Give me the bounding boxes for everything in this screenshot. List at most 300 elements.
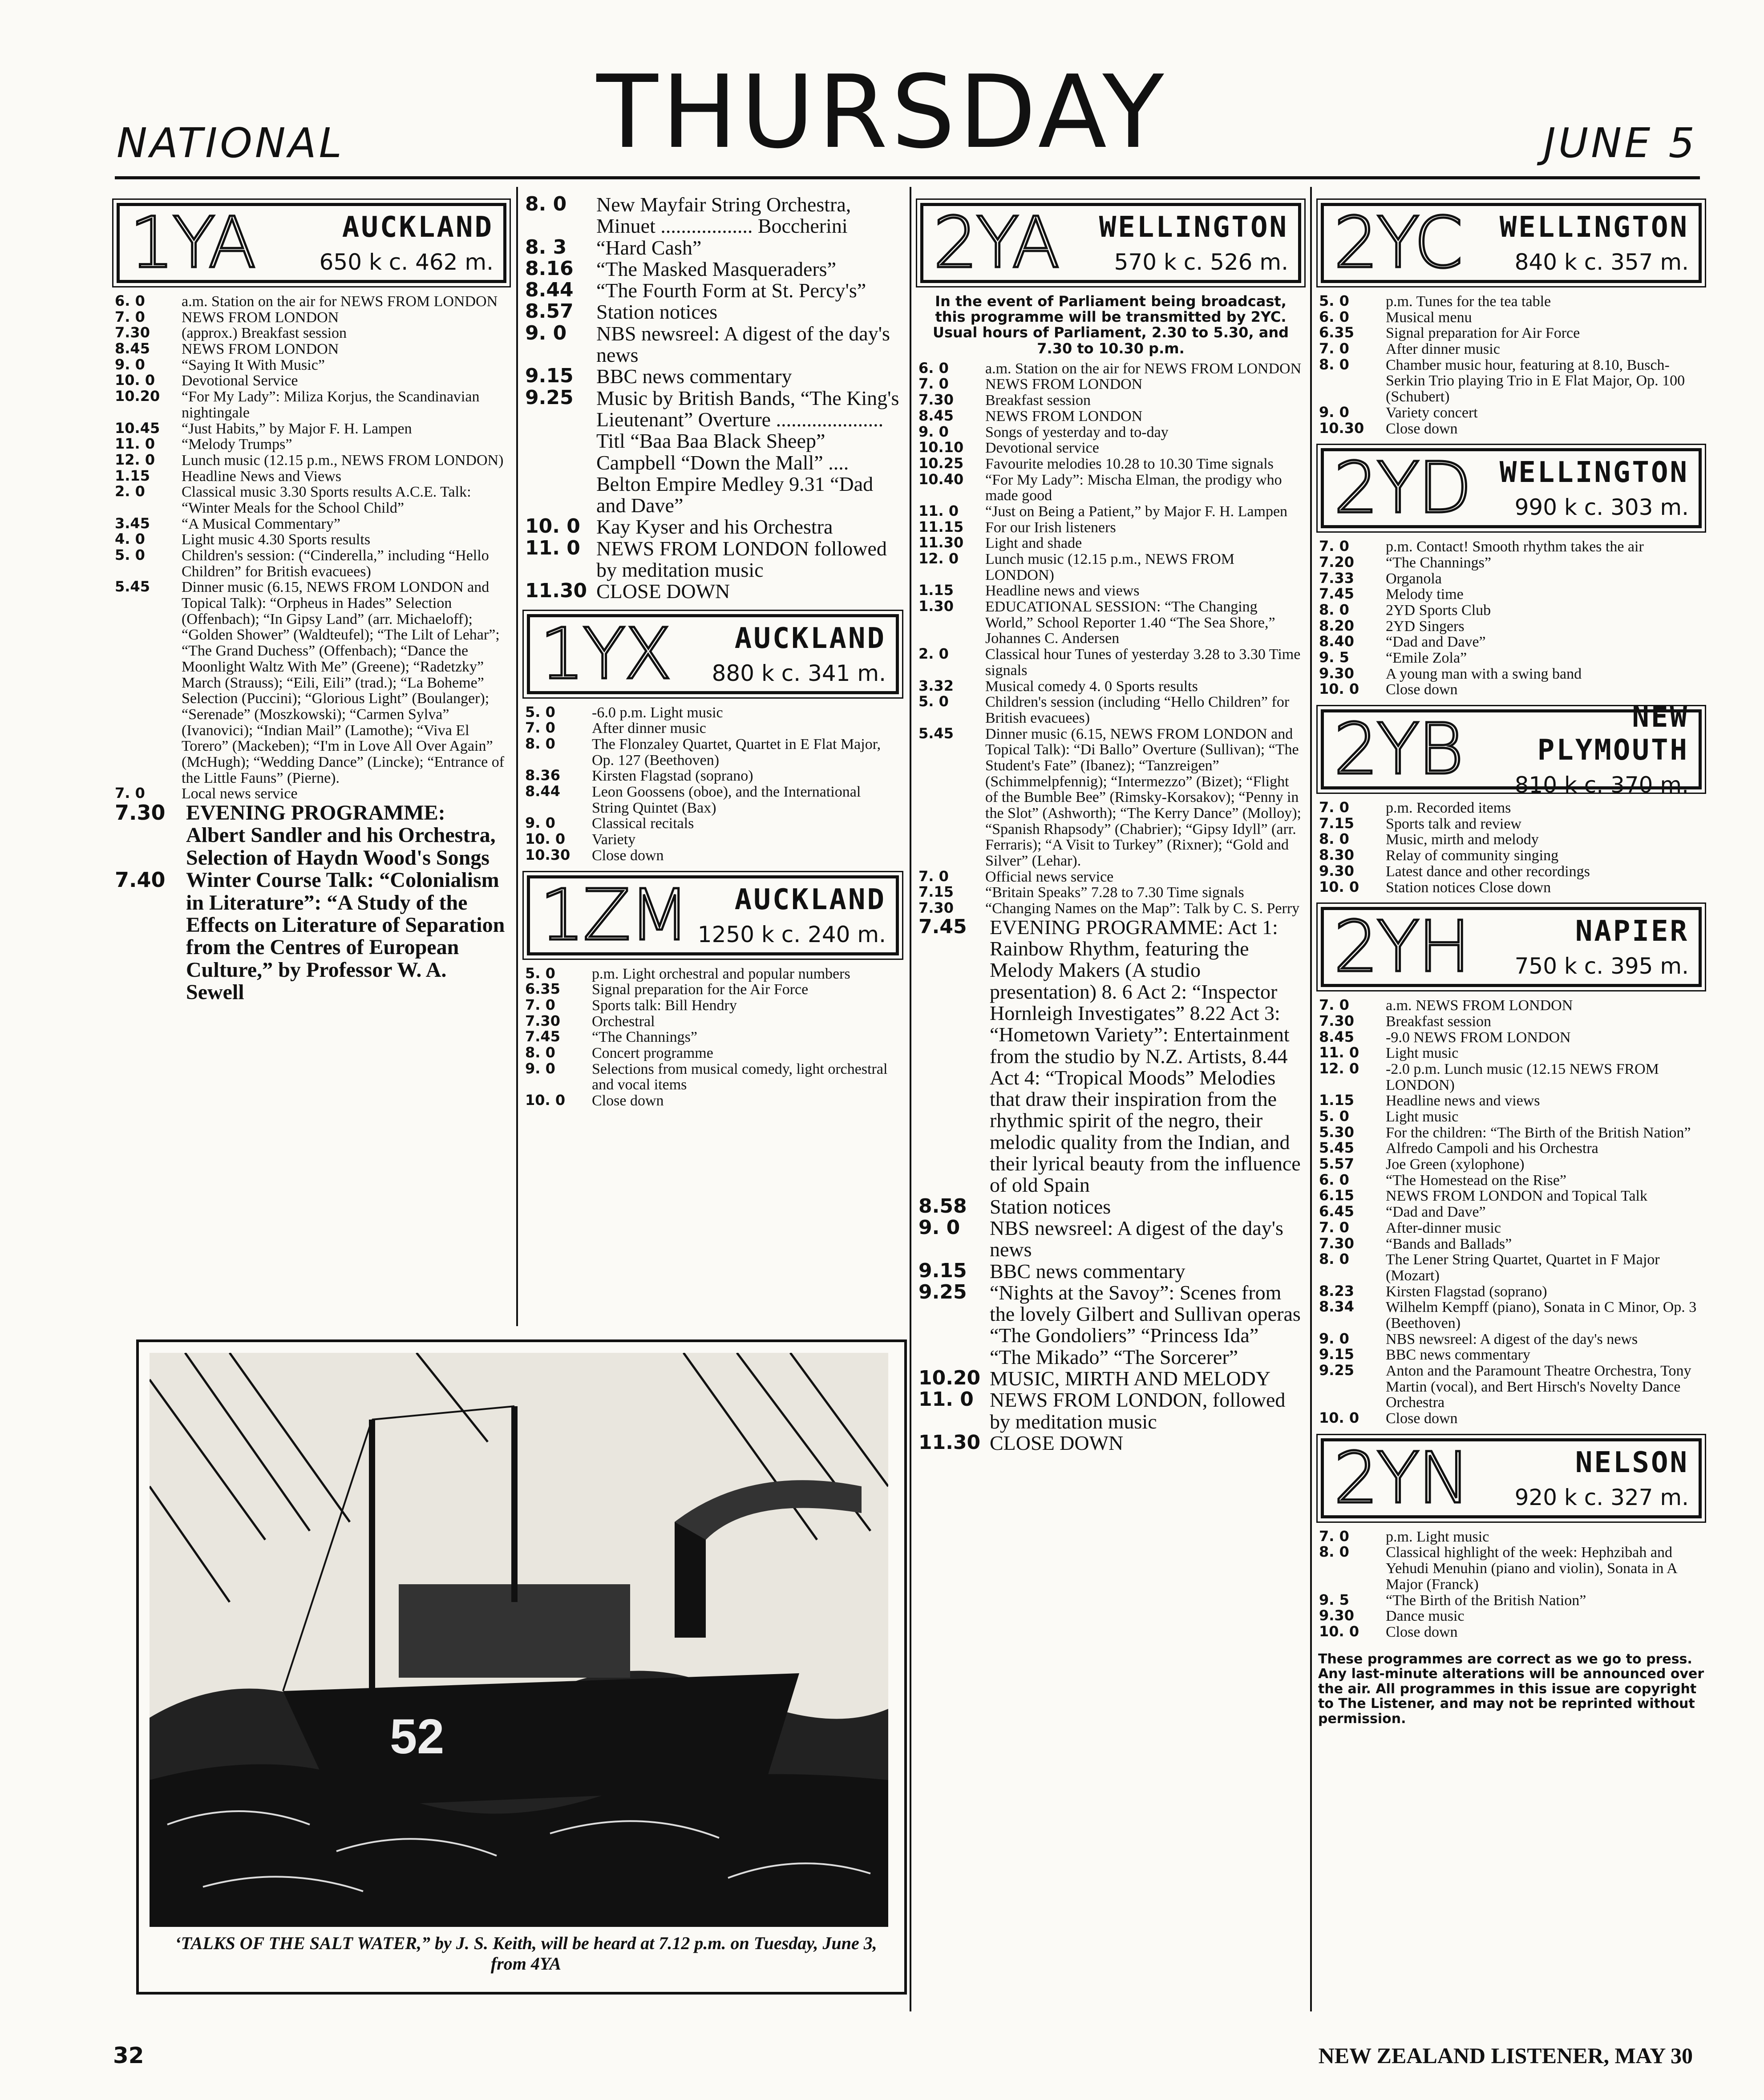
station-box-2ya: [920, 203, 1301, 283]
time-label: 9. 0: [525, 814, 555, 832]
schedule-row: [918, 361, 1303, 377]
time-label: 8. 0: [525, 735, 555, 753]
station-box-2yc: [1321, 203, 1702, 283]
time-label: 10. 0: [1319, 680, 1359, 698]
schedule-row: [115, 869, 508, 1003]
programme-text: The Lener String Quartet, Quartet in F Major (Mozart): [1386, 1251, 1660, 1284]
time-label: 11. 0: [525, 536, 580, 559]
programme-text: Devotional service: [985, 440, 1099, 457]
schedule-row: [525, 1061, 901, 1093]
schedule-row: [1319, 848, 1703, 864]
station-box-1zm: [527, 875, 899, 955]
time-label: 12. 0: [115, 451, 155, 468]
schedule-row: [918, 535, 1303, 551]
time-label: 7.15: [1319, 814, 1354, 832]
time-label: 7.30: [525, 1012, 560, 1029]
station-box-1ya: [117, 203, 506, 283]
time-label: 1.15: [918, 582, 954, 599]
programme-text: p.m. Tunes for the tea table: [1386, 293, 1551, 310]
schedule-row: [918, 1196, 1303, 1218]
programme-text: Sports talk and review: [1386, 815, 1521, 832]
time-label: 9.15: [1319, 1346, 1354, 1363]
schedule-row: [525, 705, 901, 721]
time-label: 11.30: [525, 579, 587, 603]
schedule-row: [1319, 634, 1703, 650]
schedule-1yx: [522, 705, 904, 864]
page-title: THURSDAY: [596, 54, 1168, 171]
programme-text: NEWS FROM LONDON followed by meditation music: [596, 537, 887, 582]
schedule-row: [1319, 1125, 1703, 1141]
programme-text: After-dinner music: [1386, 1219, 1501, 1236]
time-label: 6.35: [1319, 324, 1354, 341]
schedule-row: [1319, 1220, 1703, 1236]
programme-text: NBS newsreel: A digest of the day's news: [1386, 1331, 1638, 1347]
time-label: 10.40: [918, 470, 964, 488]
schedule-row: [115, 373, 508, 389]
network-label: NATIONAL: [117, 119, 344, 167]
time-label: 7.30: [918, 899, 954, 917]
programme-text: Musical menu: [1386, 309, 1472, 326]
programme-text: “Bands and Ballads”: [1386, 1235, 1512, 1252]
schedule-row: [918, 1368, 1303, 1389]
time-label: 9. 5: [1319, 1591, 1349, 1608]
schedule-row: [115, 469, 508, 485]
programme-text: Breakfast session: [985, 392, 1091, 409]
station-city: AUCKLAND: [734, 883, 886, 916]
time-label: 7.45: [918, 915, 967, 938]
programme-text: Lunch music (12.15 p.m., NEWS FROM LONDON): [985, 551, 1235, 583]
programme-text: “The Masked Masqueraders”: [596, 257, 836, 280]
schedule-row: [525, 848, 901, 864]
programme-text: Wilhelm Kempff (piano), Sonata in C Minor, Op. 3 (Beethoven): [1386, 1299, 1697, 1331]
programme-text: Relay of community singing: [1386, 847, 1559, 864]
time-label: 7. 0: [918, 375, 949, 392]
schedule-row: [115, 579, 508, 786]
programme-text: Classical music 3.30 Sports results A.C.E. Talk: “Winter Meals for the School Child”: [182, 484, 471, 516]
station-city: NAPIER: [1575, 915, 1689, 948]
programme-text: Chamber music hour, featuring at 8.10, Busch-Serkin Trio playing Trio in E Flat Major, Op. 100 (Schubert): [1386, 356, 1685, 405]
schedule-row: [1319, 1093, 1703, 1109]
schedule-row: [115, 294, 508, 310]
schedule-row: [525, 259, 901, 280]
schedule-row: [1319, 325, 1703, 341]
time-label: 1.15: [115, 467, 150, 484]
station-frequency: 650 k c. 462 m.: [319, 249, 494, 275]
station-call-sign: 2YH: [1334, 906, 1469, 988]
programme-text: NEWS FROM LONDON: [182, 341, 339, 358]
schedule-row: [918, 885, 1303, 901]
station-box-1yx: [527, 614, 899, 694]
time-label: 7.45: [1319, 585, 1354, 603]
time-label: 9.30: [1319, 1607, 1354, 1624]
time-label: 9.30: [1319, 862, 1354, 879]
time-label: 11. 0: [1319, 1044, 1359, 1061]
programme-text: “Changing Names on the Map”: Talk by C. S. Perry: [985, 900, 1300, 917]
time-label: 9. 0: [1319, 1330, 1349, 1347]
time-label: 10.10: [918, 439, 964, 456]
station-frequency: 840 k c. 357 m.: [1514, 249, 1689, 275]
schedule-1ya: [111, 294, 512, 802]
schedule-row: [1319, 1141, 1703, 1157]
programme-text: Close down: [1386, 1623, 1458, 1640]
station-city: AUCKLAND: [342, 211, 494, 244]
time-label: 10.30: [525, 846, 570, 863]
schedule-row: [1319, 1030, 1703, 1046]
station-call-sign: 2YD: [1334, 447, 1470, 530]
time-label: 7.30: [1319, 1012, 1354, 1029]
programme-text: New Mayfair String Orchestra, Minuet .................. Boccherini: [596, 193, 851, 238]
programme-text: EDUCATIONAL SESSION: “The Changing World,” School Reporter 1.40 “The Sea Shore,” Johannes C. Andersen: [985, 599, 1275, 647]
schedule-row: [525, 720, 901, 736]
schedule-row: [1319, 341, 1703, 357]
station-call-sign: 2YB: [1334, 708, 1462, 791]
time-label: 3.45: [115, 514, 150, 532]
programme-text: Children's session (including “Hello Children” for British evacuees): [985, 694, 1290, 726]
schedule-row: [525, 966, 901, 982]
programme-text: -2.0 p.m. Lunch music (12.15 NEWS FROM LONDON): [1386, 1060, 1659, 1093]
station-city: WELLINGTON: [1099, 211, 1288, 244]
time-label: 7. 0: [525, 719, 555, 736]
station-call-sign: 1YA: [129, 202, 255, 284]
schedule-row: [918, 1432, 1303, 1454]
time-label: 7. 0: [1319, 996, 1349, 1014]
schedule-2yn: [1315, 1529, 1707, 1640]
schedule-row: [525, 388, 901, 517]
programme-text: Signal preparation for Air Force: [1386, 325, 1580, 342]
column-1: [111, 191, 512, 1004]
header-rule: [115, 176, 1700, 179]
programme-text: Winter Course Talk: “Colonialism in Literature”: “A Study of the Effects on Literature of Separation from the Centres of European Culture,” by Professor W. A. Sewell: [186, 868, 505, 1004]
schedule-row: [1319, 1347, 1703, 1363]
time-label: 8.23: [1319, 1282, 1354, 1299]
time-label: 3.32: [918, 677, 954, 694]
station-city: NEW PLYMOUTH: [1537, 701, 1689, 767]
programme-text: “Melody Trumps”: [182, 436, 292, 453]
issue-date: JUNE 5: [1543, 119, 1697, 167]
schedule-row: [525, 301, 901, 323]
evening-2ya: [915, 917, 1307, 1454]
programme-text: “The Fourth Form at St. Percy's”: [596, 279, 866, 302]
station-city: WELLINGTON: [1499, 211, 1689, 244]
time-label: 11. 0: [918, 502, 959, 519]
programme-text: “The Channings”: [592, 1029, 697, 1046]
schedule-row: [918, 392, 1303, 409]
schedule-row: [115, 532, 508, 548]
column-divider: [910, 187, 911, 2011]
schedule-row: [1319, 816, 1703, 832]
time-label: 10.20: [918, 1367, 981, 1390]
schedule-row: [918, 583, 1303, 599]
station-frequency: 570 k c. 526 m.: [1114, 249, 1288, 275]
schedule-row: [1319, 1593, 1703, 1609]
station-box-2yb: [1321, 701, 1702, 798]
programme-text: “The Homestead on the Rise”: [1386, 1172, 1566, 1189]
time-label: 5. 0: [525, 703, 555, 720]
schedule-row: [1319, 405, 1703, 421]
programme-text: Latest dance and other recordings: [1386, 863, 1590, 880]
time-label: 12. 0: [1319, 1060, 1359, 1077]
programme-text: Local news service: [182, 785, 298, 802]
schedule-row: [525, 1093, 901, 1109]
programme-text: Sports talk: Bill Hendry: [592, 997, 737, 1014]
schedule-row: [1319, 832, 1703, 848]
programme-text: For the children: “The Birth of the British Nation”: [1386, 1124, 1691, 1141]
time-label: 11.15: [918, 518, 964, 535]
station-call-sign: 2YC: [1334, 202, 1461, 284]
time-label: 5.45: [115, 578, 150, 595]
schedule-1zm: [522, 966, 904, 1109]
schedule-row: [115, 516, 508, 532]
time-label: 8.40: [1319, 633, 1354, 650]
time-label: 10. 0: [525, 1092, 566, 1109]
programme-text: MUSIC, MIRTH AND MELODY: [990, 1367, 1271, 1390]
schedule-row: [525, 366, 901, 387]
schedule-row: [1319, 1045, 1703, 1061]
schedule-2ya: [915, 361, 1307, 917]
programme-text: Music by British Bands, “The King's Lieutenant” Overture ..................... Titl “Baa Baa Black Sheep” Campbell “Down the Mall” .... Belton Empire Medley 9.31 “Dad and Dave”: [596, 386, 899, 517]
schedule-row: [525, 816, 901, 832]
time-label: 6. 0: [115, 292, 145, 309]
copyright-note: These programmes are correct as we go to press. Any last-minute alterations will be announced over the air. All programmes in this issue are copyright to The Listener, and may not be reprinted without permission.: [1318, 1651, 1704, 1727]
schedule-row: [1319, 1608, 1703, 1624]
schedule-row: [525, 1029, 901, 1045]
schedule-row: [1319, 1014, 1703, 1030]
programme-text: Devotional Service: [182, 372, 298, 389]
schedule-row: [918, 376, 1303, 392]
programme-text: Anton and the Paramount Theatre Orchestra, Tony Martin (vocal), and Bert Hirsch's Novelty Dance Orchestra: [1386, 1363, 1691, 1411]
programme-text: NEWS FROM LONDON: [985, 408, 1143, 425]
time-label: 4. 0: [115, 530, 145, 548]
programme-text: Musical comedy 4. 0 Sports results: [985, 678, 1198, 695]
programme-text: Organola: [1386, 570, 1442, 587]
illustration-frame: [136, 1339, 907, 1995]
time-label: 8.16: [525, 257, 574, 280]
programme-text: NBS newsreel: A digest of the day's news: [990, 1216, 1283, 1261]
time-label: 11.30: [918, 1431, 981, 1454]
programme-text: Kirsten Flagstad (soprano): [1386, 1283, 1547, 1300]
schedule-row: [525, 280, 901, 301]
time-label: 7. 0: [115, 308, 145, 325]
schedule-row: [115, 421, 508, 437]
time-label: 9. 0: [918, 423, 949, 440]
schedule-row: [115, 484, 508, 516]
schedule-row: [918, 599, 1303, 647]
schedule-row: [918, 901, 1303, 917]
column-divider: [516, 187, 518, 1326]
programme-text: Close down: [1386, 1410, 1458, 1427]
programme-text: Station notices: [990, 1195, 1111, 1218]
time-label: 9. 0: [1319, 403, 1349, 421]
programme-text: Lunch music (12.15 p.m., NEWS FROM LONDON): [182, 452, 504, 469]
programme-text: 2YD Sports Club: [1386, 602, 1491, 619]
schedule-row: [525, 768, 901, 784]
schedule-row: [918, 425, 1303, 441]
programme-text: EVENING PROGRAMME: Albert Sandler and his Orchestra, Selection of Haydn Wood's Songs: [186, 801, 496, 870]
schedule-row: [115, 325, 508, 341]
time-label: 7.30: [918, 391, 954, 409]
schedule-row: [1319, 682, 1703, 698]
parliament-note: In the event of Parliament being broadcast, this programme will be transmitted by 2YC. Usual hours of Parliament, 2.30 to 5.30, and 7.30 to 10.30 p.m.: [932, 293, 1289, 357]
schedule-row: [525, 784, 901, 816]
schedule-row: [115, 357, 508, 373]
programme-text: Kirsten Flagstad (soprano): [592, 768, 753, 785]
time-label: 9.30: [1319, 664, 1354, 682]
time-label: 7.30: [115, 801, 166, 825]
schedule-row: [1319, 1252, 1703, 1283]
schedule-row: [115, 389, 508, 421]
column-3: [915, 191, 1307, 1454]
programme-text: CLOSE DOWN: [990, 1431, 1124, 1454]
programme-text: “Just Habits,” by Major F. H. Lampen: [182, 420, 412, 437]
programme-text: Joe Green (xylophone): [1386, 1156, 1525, 1173]
schedule-row: [1319, 998, 1703, 1014]
programme-text: Alfredo Campoli and his Orchestra: [1386, 1140, 1598, 1157]
schedule-row: [525, 1014, 901, 1030]
schedule-row: [1319, 1529, 1703, 1545]
programme-text: p.m. Recorded items: [1386, 800, 1511, 817]
schedule-2yd: [1315, 539, 1707, 698]
schedule-row: [1319, 1363, 1703, 1411]
programme-text: p.m. Light orchestral and popular numbers: [592, 965, 850, 982]
programme-text: “Just on Being a Patient,” by Major F. H. Lampen: [985, 503, 1288, 520]
time-label: 10.20: [115, 388, 160, 405]
schedule-row: [1319, 603, 1703, 619]
schedule-row: [525, 832, 901, 848]
time-label: 9.25: [918, 1280, 967, 1303]
schedule-row: [918, 917, 1303, 1196]
station-call-sign: 1YX: [540, 613, 671, 695]
schedule-row: [1319, 571, 1703, 587]
time-label: 1.15: [1319, 1092, 1354, 1109]
programme-text: “For My Lady”: Miliza Korjus, the Scandinavian nightingale: [182, 388, 480, 421]
time-label: 11. 0: [918, 1388, 974, 1411]
schedule-row: [1319, 666, 1703, 682]
programme-text: Close down: [1386, 681, 1458, 698]
station-box-2yd: [1321, 448, 1702, 528]
time-label: 8. 0: [1319, 830, 1349, 848]
schedule-row: [918, 472, 1303, 504]
schedule-row: [918, 520, 1303, 536]
time-label: 7. 0: [1319, 340, 1349, 357]
schedule-row: [1319, 357, 1703, 405]
time-label: 7. 0: [1319, 1527, 1349, 1545]
programme-text: After dinner music: [1386, 341, 1500, 358]
programme-text: Headline news and views: [985, 583, 1140, 599]
schedule-row: [1319, 1331, 1703, 1347]
time-label: 8. 0: [1319, 1543, 1349, 1561]
programme-text: “A Musical Commentary”: [182, 515, 340, 532]
programme-text: “Britain Speaks” 7.28 to 7.30 Time signals: [985, 884, 1244, 901]
time-label: 7. 0: [1319, 799, 1349, 816]
time-label: 9. 0: [525, 1060, 555, 1077]
time-label: 5. 0: [1319, 1108, 1349, 1125]
programme-text: “Dad and Dave”: [1386, 634, 1486, 651]
schedule-row: [1319, 539, 1703, 555]
station-frequency: 810 k c. 370 m.: [1514, 772, 1689, 798]
station-box-2yh: [1321, 907, 1702, 987]
schedule-row: [1319, 587, 1703, 603]
programme-text: p.m. Contact! Smooth rhythm takes the air: [1386, 538, 1644, 555]
page-number: 32: [113, 2043, 144, 2068]
time-label: 11. 0: [115, 435, 155, 453]
time-label: 8. 0: [1319, 356, 1349, 373]
programme-text: BBC news commentary: [1386, 1347, 1530, 1364]
programme-text: Light music: [1386, 1109, 1459, 1125]
time-label: 10. 0: [1319, 1623, 1359, 1640]
schedule-row: [1319, 1061, 1703, 1093]
time-label: 6.15: [1319, 1187, 1354, 1204]
time-label: 7.15: [918, 883, 954, 901]
programme-text: Light music 4.30 Sports results: [182, 531, 371, 548]
schedule-row: [115, 786, 508, 802]
time-label: 8.45: [918, 407, 954, 424]
programme-text: Concert programme: [592, 1044, 713, 1061]
programme-text: Signal preparation for the Air Force: [592, 981, 809, 998]
time-label: 7.33: [1319, 569, 1354, 587]
programme-text: Station notices: [596, 300, 718, 324]
time-label: 5.30: [1319, 1123, 1354, 1141]
time-label: 12. 0: [918, 550, 959, 567]
schedule-row: [525, 1045, 901, 1061]
programme-text: “For My Lady”: Mischa Elman, the prodigy who made good: [985, 471, 1282, 504]
programme-text: NEWS FROM LONDON and Topical Talk: [1386, 1188, 1647, 1205]
schedule-1ya-continued: [522, 194, 904, 603]
time-label: 9.25: [1319, 1362, 1354, 1379]
time-label: 5. 0: [115, 546, 145, 563]
time-label: 1.30: [918, 598, 954, 615]
programme-text: The Flonzaley Quartet, Quartet in E Flat Major, Op. 127 (Beethoven): [592, 736, 881, 769]
time-label: 2. 0: [115, 483, 145, 500]
schedule-row: [1319, 1188, 1703, 1204]
programme-text: p.m. Light music: [1386, 1528, 1489, 1545]
schedule-row: [1319, 1284, 1703, 1300]
programme-text: Official news service: [985, 868, 1114, 885]
time-label: 10. 0: [1319, 878, 1359, 895]
programme-text: Melody time: [1386, 586, 1464, 603]
programme-text: (approx.) Breakfast session: [182, 325, 347, 342]
time-label: 8.44: [525, 279, 574, 302]
schedule-row: [918, 647, 1303, 678]
station-call-sign: 1ZM: [540, 874, 688, 956]
schedule-row: [918, 456, 1303, 472]
programme-text: Songs of yesterday and to-day: [985, 424, 1169, 441]
time-label: 7. 0: [1319, 538, 1349, 555]
time-label: 7.45: [525, 1028, 560, 1045]
programme-text: “The Channings”: [1386, 554, 1491, 571]
column-divider: [1310, 187, 1312, 2011]
programme-text: Headline news and views: [1386, 1092, 1540, 1109]
programme-text: Dance music: [1386, 1608, 1465, 1625]
time-label: 8.34: [1319, 1298, 1354, 1315]
schedule-row: [1319, 650, 1703, 666]
schedule-row: [1319, 1236, 1703, 1252]
time-label: 6. 0: [1319, 308, 1349, 325]
time-label: 7.20: [1319, 553, 1354, 571]
time-label: 7. 0: [525, 996, 555, 1013]
programme-text: “Emile Zola”: [1386, 650, 1467, 666]
programme-text: Orchestral: [592, 1013, 655, 1030]
time-label: 10. 0: [525, 830, 566, 848]
time-label: 11.30: [918, 534, 964, 551]
schedule-row: [918, 679, 1303, 695]
time-label: 9.15: [525, 364, 574, 388]
programme-text: a.m. Station on the air for NEWS FROM LONDON: [985, 360, 1302, 377]
schedule-row: [1319, 1204, 1703, 1220]
programme-text: Variety: [592, 831, 636, 848]
column-4: [1315, 191, 1707, 1727]
schedule-row: [1319, 1545, 1703, 1592]
magazine-credit: NEW ZEALAND LISTENER, MAY 30: [1318, 2043, 1693, 2068]
